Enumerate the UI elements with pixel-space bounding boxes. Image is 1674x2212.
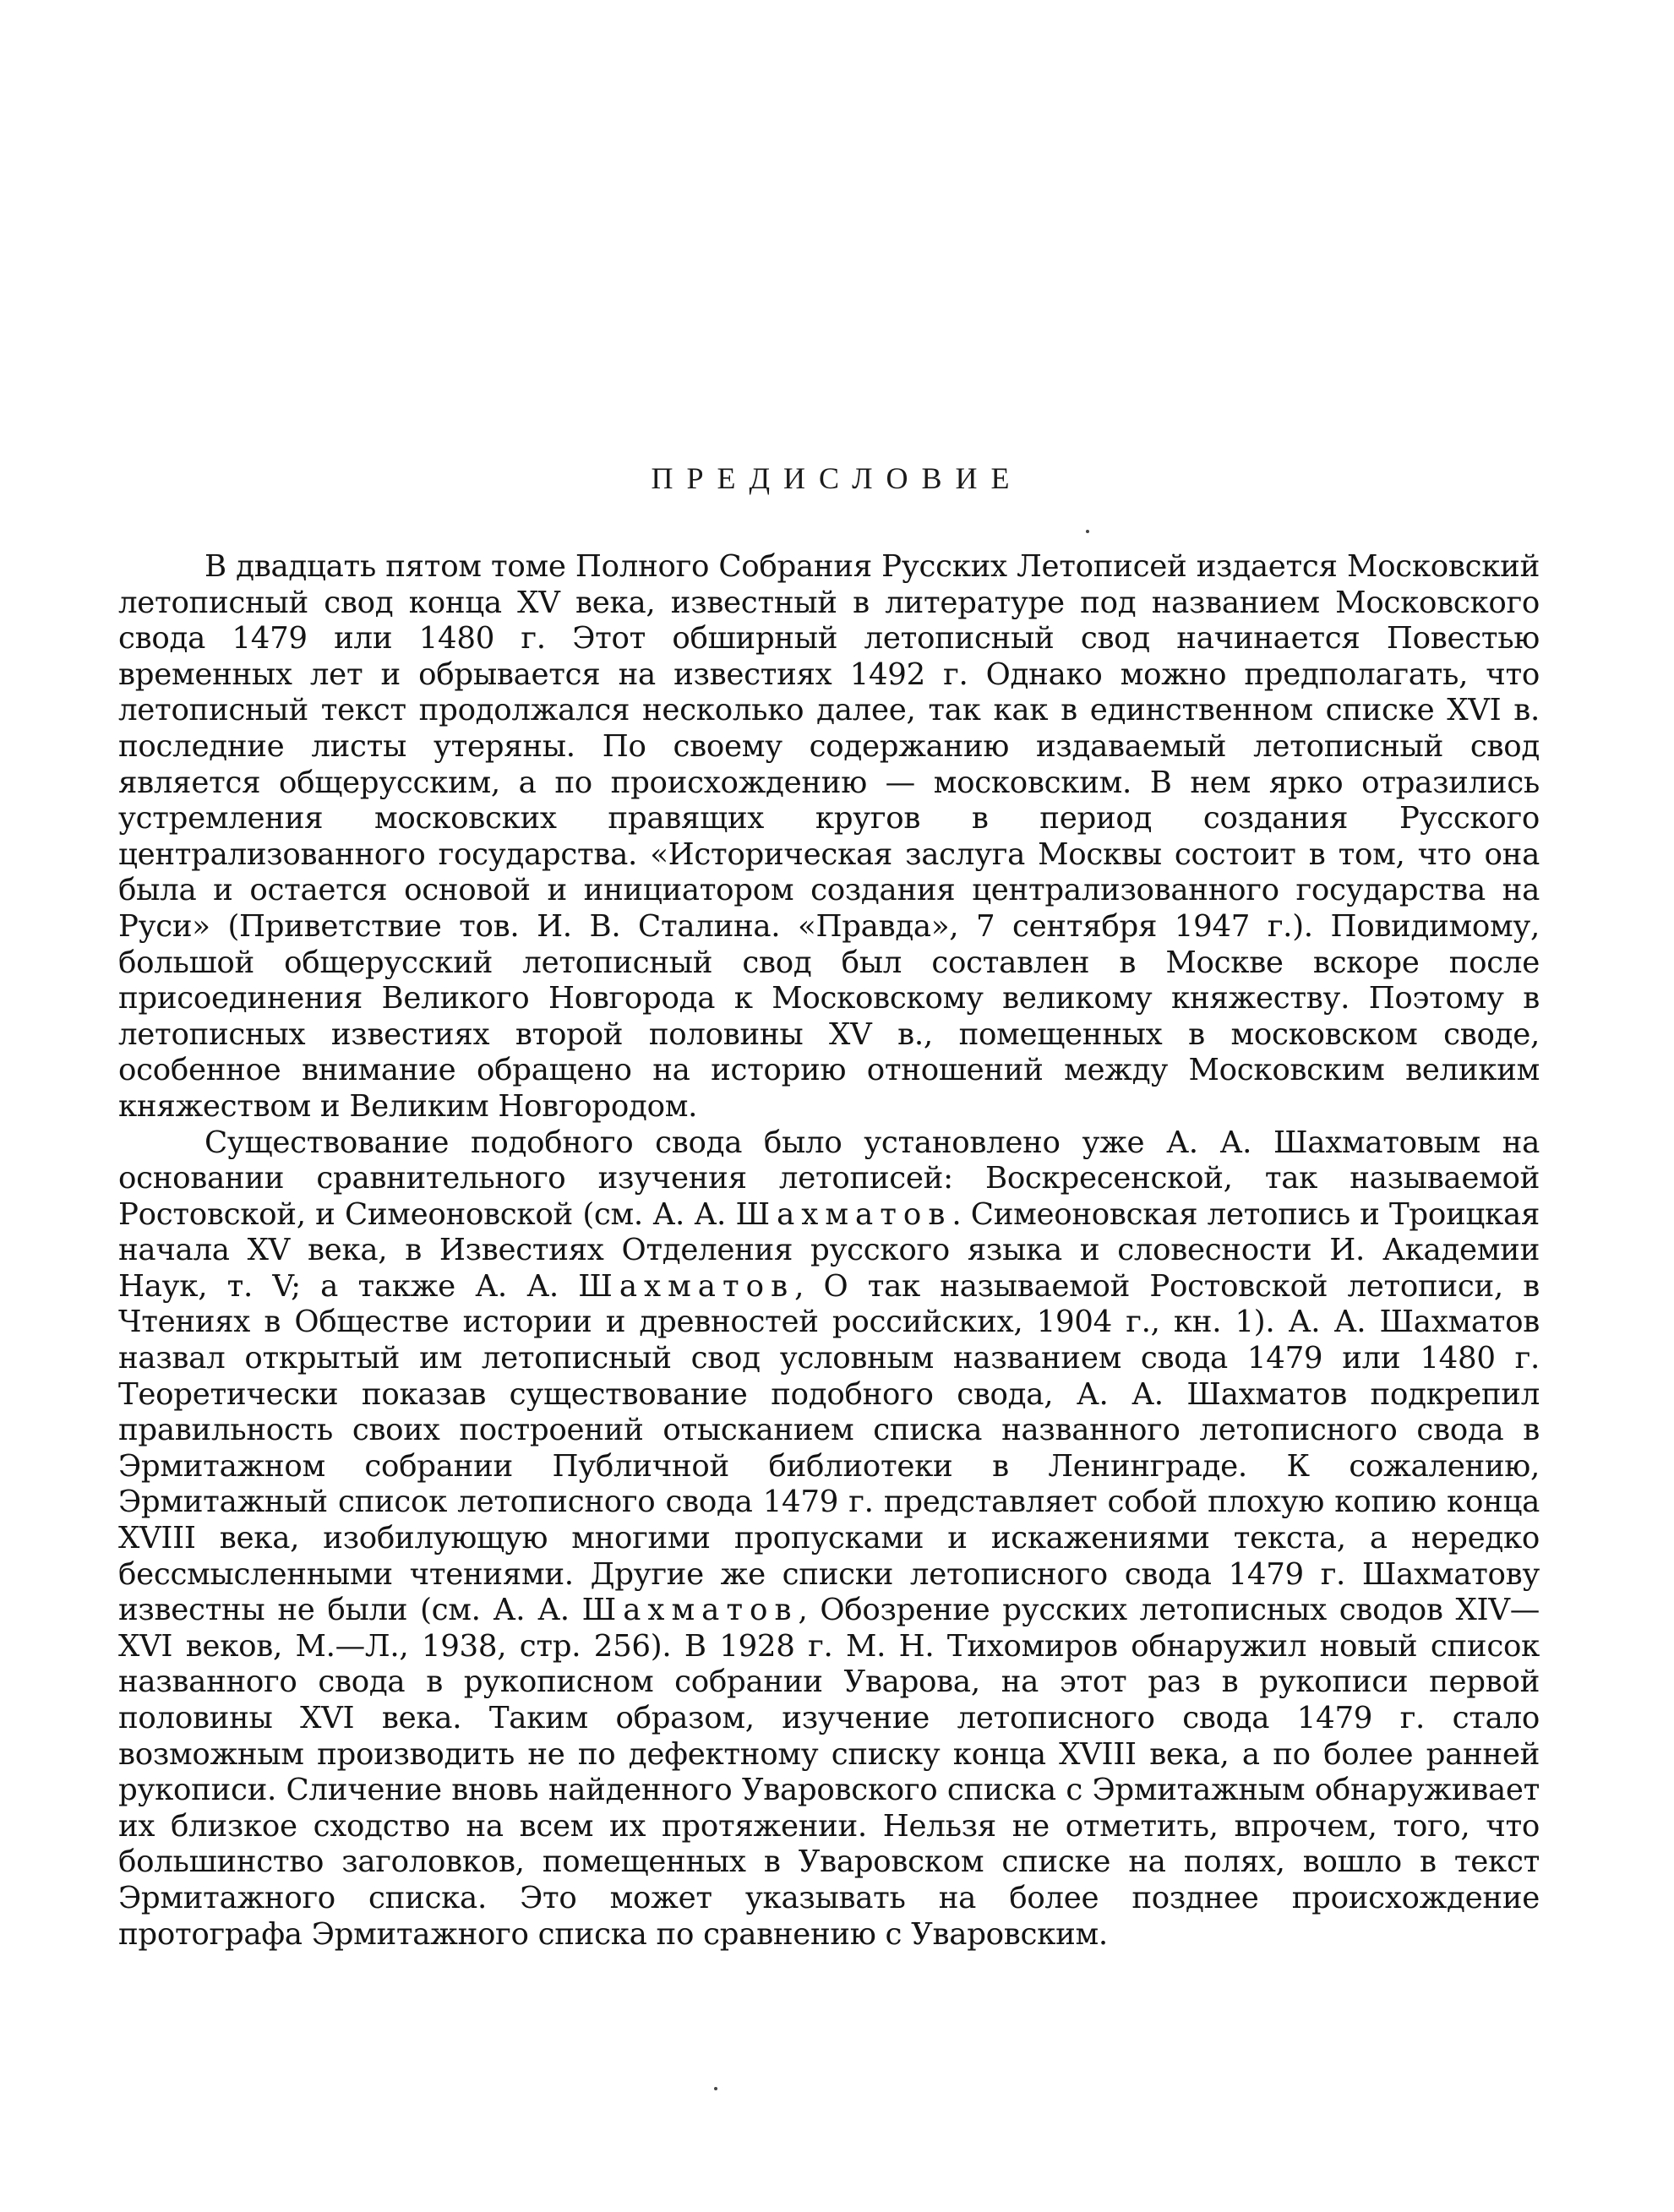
author-name-spaced: Шахматов xyxy=(581,1593,799,1628)
paragraph-2-part-4: , Обозрение русских летописных сводов XIV—XVI веков, М.—Л., 1938, стр. 256). В 1928 г. М. Н. Тихомиров обнаружил новый список названного свода в рукописном собрании Уварова, на этот раз в рукописи первой половины XVI века. Таким образом, изучение летописного свода 1479 г. стало возможным производить не по дефектному списку конца XVIII века, а по более ранней рукописи. Сличение вновь найденного Уваровского списка с Эрмитажным обнаруживает их близкое сходство на всем их протяжении. Нельзя не отметить, впрочем, того, что большинство заголовков, помещенных в Уваровском списке на полях, вошло в текст Эрмитажного списка. Это может указывать на более позднее происхождение протографа Эрмитажного списка по сравнению с Уваровским. xyxy=(118,1593,1540,1952)
author-name-spaced: Шахматов xyxy=(735,1196,952,1232)
preface-body xyxy=(118,549,1540,1953)
paragraph-2 xyxy=(118,1125,1540,1953)
paragraph-2-part-3: , О так называемой Ростовской летописи, в Чтениях в Обществе истории и древностей российских, 1904 г., кн. 1). А. А. Шахматов назвал открытый им летописный свод условным названием свода 1479 или 1480 г. Теоретически показав существование подобного свода, А. А. Шахматов подкрепил правильность своих построений отысканием списка названного летописного свода в Эрмитажном собрании Публичной библиотеки в Ленинграде. К сожалению, Эрмитажный список летописного свода 1479 г. представляет собой плохую копию конца XVIII века, изобилующую многими пропусками и искажениями текста, а нередко бессмысленными чтениями. Другие же списки летописного свода 1479 г. Шахматову известны не были (см. А. А. xyxy=(118,1268,1540,1628)
print-speck xyxy=(1086,530,1089,533)
page-title: ПРЕДИСЛОВИЕ xyxy=(651,461,1023,495)
paragraph-2-part-1: Существование подобного свода было установлено уже А. А. Шахматовым на основании сравнительного изучения летописей: Воскресенской, так называемой Ростовской, и Симеоновской (см. А. А. xyxy=(118,1125,1540,1232)
paragraph-2-part-2: . Симеоновская летопись и Троицкая начала XV века, в Известиях Отделения русского языка и словесности И. Академии Наук, т. V; а также А. А. xyxy=(118,1196,1540,1304)
paragraph-1: В двадцать пятом томе Полного Собрания Русских Летописей издается Московский летописный свод конца XV века, известный в литературе под названием Московского свода 1479 или 1480 г. Этот обширный летописный свод начинается Повестью временных лет и обрывается на известиях 1492 г. Однако можно предполагать, что летописный текст продолжался несколько далее, так как в единственном списке XVI в. последние листы утеряны. По своему содержанию издаваемый летописный свод является общерусским, а по происхождению — московским. В нем ярко отразились устремления московских правящих кругов в период создания Русского централизованного государства. «Историческая заслуга Москвы состоит в том, что она была и остается основой и инициатором создания централизованного государства на Руси» (Приветствие тов. И. В. Сталина. «Правда», 7 сентября 1947 г.). Повидимому, большой общерусский летописный свод был составлен в Москве вскоре после присоединения Великого Новгорода к Московскому великому княжеству. Поэтому в летописных известиях второй половины XV в., помещенных в московском своде, особенное внимание обращено на историю отношений между Московским великим княжеством и Великим Новгородом. xyxy=(118,549,1540,1124)
print-speck xyxy=(714,2087,717,2090)
author-name-spaced: Шахматов xyxy=(578,1268,795,1304)
